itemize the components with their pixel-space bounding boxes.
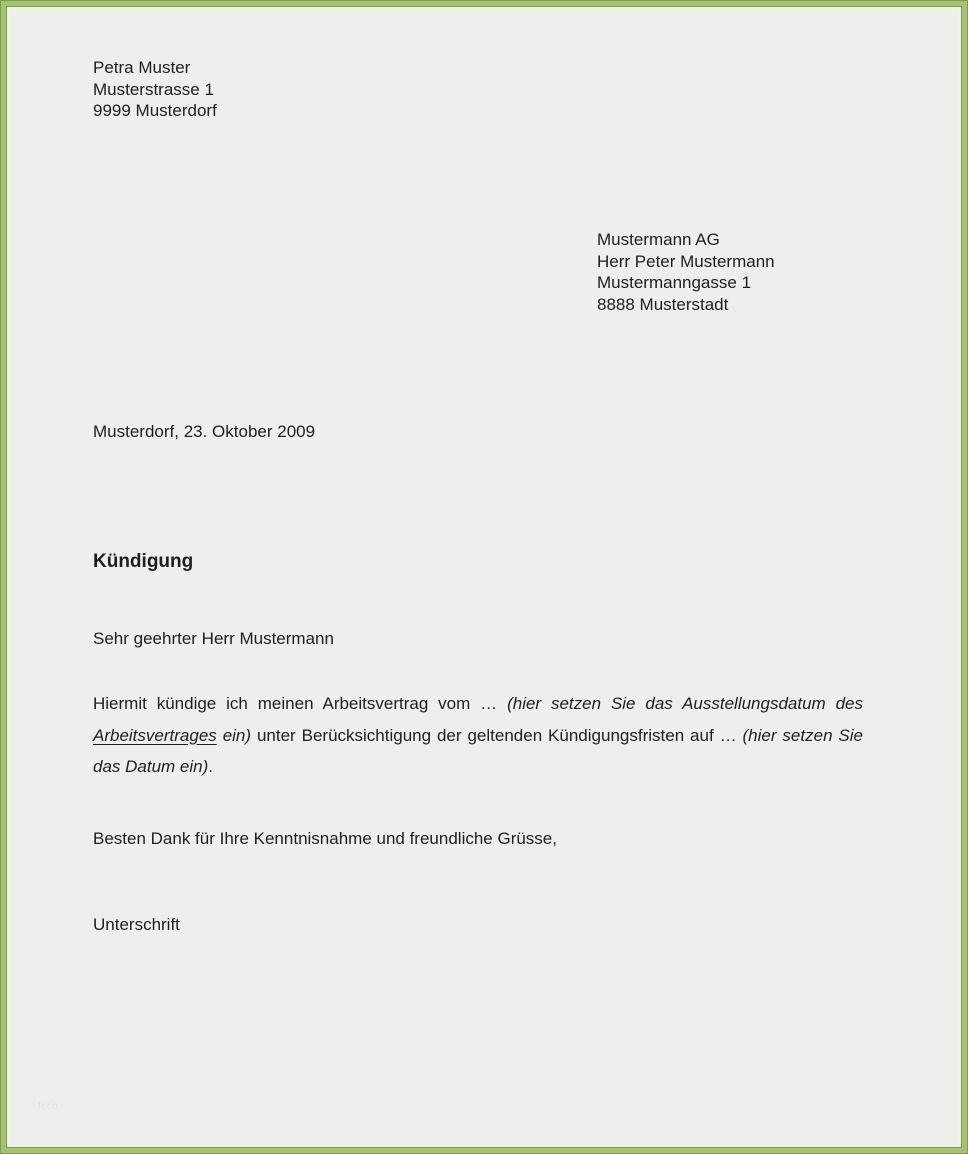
subject-line: Kündigung [93,551,194,572]
body-segment: (hier setzen Sie das Ausstellungsdatum des [507,694,863,713]
sender-address-block [93,57,217,122]
recipient-address-block [597,229,775,315]
body-segment: unter Berücksichtigung der geltenden Kündigungsfristen auf … [251,725,743,745]
body-segment: . [208,757,214,776]
watermark-text: fcco [38,1101,59,1112]
address-line: Musterstrasse 1 [93,79,214,99]
salutation-line: Sehr geehrter Herr Mustermann [93,629,334,648]
address-line: 8888 Musterstadt [597,294,729,314]
body-segment: Arbeitsvertrages [93,725,217,745]
signature-label: Unterschrift [93,915,180,934]
body-segment: ein) [216,725,252,745]
address-line: Mustermann AG [597,230,720,249]
body-segment: Hiermit kündige ich meinen Arbeitsvertrag vom … [93,694,508,713]
date-line: Musterdorf, 23. Oktober 2009 [93,422,316,441]
body-segment: (hier setzen Sie das Datum ein) [93,725,863,776]
address-line: Mustermanngasse 1 [597,273,752,292]
body-paragraph [93,688,863,783]
closing-line: Besten Dank für Ihre Kenntnisnahme und freundliche Grüsse, [93,829,557,848]
address-line: 9999 Musterdorf [93,101,217,120]
address-line: Petra Muster [93,58,191,77]
address-line: Herr Peter Mustermann [597,251,775,271]
